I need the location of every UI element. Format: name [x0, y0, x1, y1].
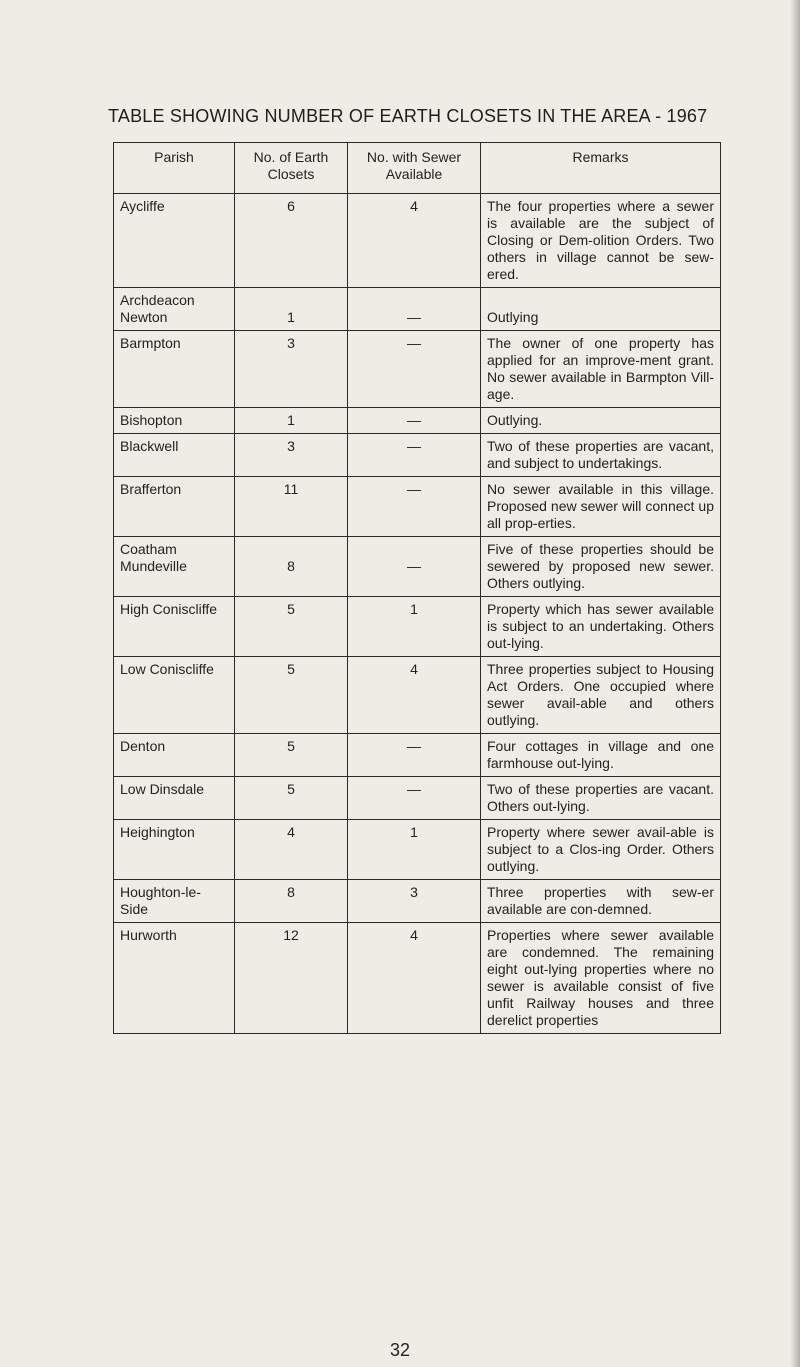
remarks-cell: Two of these properties are vacant. Others out-lying. [481, 777, 721, 820]
table-row [114, 408, 721, 434]
table-row [114, 657, 721, 734]
header-sewer-available: No. with Sewer Available [348, 143, 481, 194]
parish-cell: High Coniscliffe [114, 597, 235, 657]
sewer-cell: 1 [348, 820, 481, 880]
closets-cell: 6 [235, 194, 348, 288]
header-earth-closets: No. of Earth Closets [235, 143, 348, 194]
table-row [114, 597, 721, 657]
parish-cell: Brafferton [114, 477, 235, 537]
header-remarks: Remarks [481, 143, 721, 194]
remarks-cell: Three properties subject to Housing Act Orders. One occupied where sewer avail-able and others outlying. [481, 657, 721, 734]
table-row [114, 194, 721, 288]
table-row [114, 923, 721, 1034]
closets-cell: 3 [235, 434, 348, 477]
parish-cell: Denton [114, 734, 235, 777]
sewer-cell: — [348, 434, 481, 477]
parish-cell: Hurworth [114, 923, 235, 1034]
sewer-cell: 4 [348, 194, 481, 288]
table-row [114, 820, 721, 880]
parish-cell: Low Dinsdale [114, 777, 235, 820]
page-number: 32 [389, 1340, 411, 1360]
table-row [114, 477, 721, 537]
sewer-cell: — [348, 734, 481, 777]
closets-cell: 8 [235, 537, 348, 597]
closets-cell: 12 [235, 923, 348, 1034]
closets-cell: 5 [235, 734, 348, 777]
closets-cell: 8 [235, 880, 348, 923]
remarks-cell: Properties where sewer available are condemned. The remaining eight out-lying properties where no sewer is available consist of five unfit Railway houses and three derelict properties [481, 923, 721, 1034]
sewer-cell: 4 [348, 657, 481, 734]
table-row [114, 880, 721, 923]
parish-cell: Houghton-le-Side [114, 880, 235, 923]
remarks-cell: No sewer available in this village. Proposed new sewer will connect up all prop-erties. [481, 477, 721, 537]
remarks-cell: The four properties where a sewer is available are the subject of Closing or Dem-olition Orders. Two others in village cannot be sew-ered. [481, 194, 721, 288]
earth-closets-table [113, 142, 721, 1034]
table-row [114, 734, 721, 777]
sewer-cell: — [348, 288, 481, 331]
closets-cell: 5 [235, 657, 348, 734]
table-row [114, 777, 721, 820]
parish-cell: Barmpton [114, 331, 235, 408]
page-edge-shadow [790, 0, 800, 1367]
closets-cell: 11 [235, 477, 348, 537]
remarks-cell: Property which has sewer available is subject to an undertaking. Others out-lying. [481, 597, 721, 657]
remarks-cell: Three properties with sew-er available are con-demned. [481, 880, 721, 923]
sewer-cell: 4 [348, 923, 481, 1034]
sewer-cell: — [348, 777, 481, 820]
sewer-cell: — [348, 537, 481, 597]
remarks-cell: Five of these properties should be sewered by proposed new sewer. Others outlying. [481, 537, 721, 597]
sewer-cell: — [348, 477, 481, 537]
closets-cell: 4 [235, 820, 348, 880]
parish-cell: Low Coniscliffe [114, 657, 235, 734]
sewer-cell: — [348, 408, 481, 434]
sewer-cell: — [348, 331, 481, 408]
closets-cell: 5 [235, 597, 348, 657]
closets-cell: 1 [235, 288, 348, 331]
table-row [114, 434, 721, 477]
remarks-cell: Four cottages in village and one farmhouse out-lying. [481, 734, 721, 777]
sewer-cell: 1 [348, 597, 481, 657]
table-row [114, 331, 721, 408]
remarks-cell: Property where sewer avail-able is subject to a Clos-ing Order. Others outlying. [481, 820, 721, 880]
parish-cell: Bishopton [114, 408, 235, 434]
sewer-cell: 3 [348, 880, 481, 923]
parish-cell: Aycliffe [114, 194, 235, 288]
closets-cell: 1 [235, 408, 348, 434]
closets-cell: 3 [235, 331, 348, 408]
remarks-cell: The owner of one property has applied for an improve-ment grant. No sewer available in Barmpton Vill-age. [481, 331, 721, 408]
header-parish: Parish [114, 143, 235, 194]
closets-cell: 5 [235, 777, 348, 820]
page-title: TABLE SHOWING NUMBER OF EARTH CLOSETS IN THE AREA - 1967 [108, 106, 708, 126]
table-row [114, 537, 721, 597]
parish-cell: Blackwell [114, 434, 235, 477]
table-header-row [114, 143, 721, 194]
remarks-cell: Outlying. [481, 408, 721, 434]
parish-cell: Heighington [114, 820, 235, 880]
table-row [114, 288, 721, 331]
remarks-cell: Outlying [481, 288, 721, 331]
parish-cell: Archdeacon Newton [114, 288, 235, 331]
parish-cell: Coatham Mundeville [114, 537, 235, 597]
remarks-cell: Two of these properties are vacant, and subject to undertakings. [481, 434, 721, 477]
